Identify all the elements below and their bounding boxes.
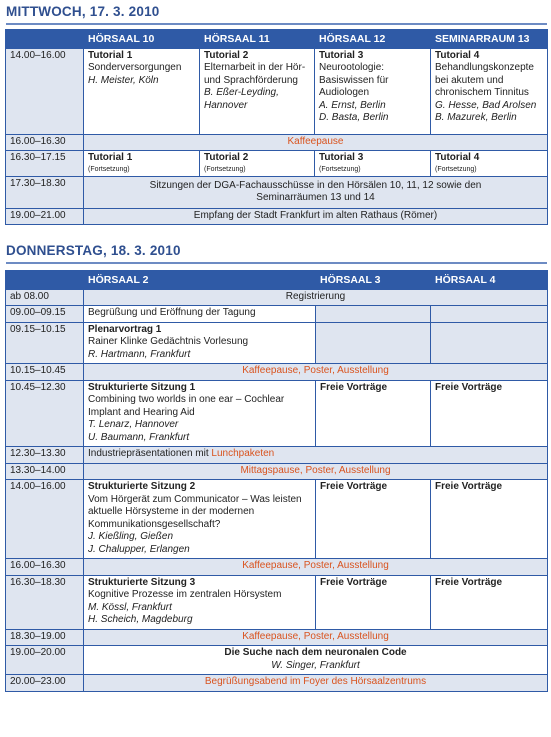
- header-room: HÖRSAAL 11: [200, 30, 315, 49]
- table-header-row: [6, 271, 548, 290]
- empty-cell: [316, 306, 431, 323]
- speaker: B. Mazurek, Berlin: [435, 112, 517, 123]
- table-row: [6, 447, 548, 464]
- break-cell: Kaffeepause, Poster, Ausstellung: [84, 629, 548, 646]
- session-text: Rainer Klinke Gedächtnis Vorlesung: [88, 336, 249, 347]
- session-text: Sonderversorgungen: [88, 62, 182, 73]
- session-cell: [84, 575, 316, 629]
- time-cell: 10.15–10.45: [6, 364, 84, 381]
- event-cell: Begrüßung und Eröffnung der Tagung: [84, 306, 316, 323]
- parallel-session-cell: Freie Vorträge: [431, 380, 548, 447]
- header-time: [6, 271, 84, 290]
- session-text: Vom Hörgerät zum Communicator – Was leisten aktuelle Hörsysteme in der modernen Kommunikationsgesellschaft?: [88, 493, 302, 530]
- time-cell: 18.30–19.00: [6, 629, 84, 646]
- table-row: [6, 48, 548, 134]
- session-text: Behandlungskonzepte bei akutem und chronischem Tinnitus: [435, 62, 534, 98]
- speaker: J. Kießling, Gießen: [88, 531, 174, 542]
- time-cell: 14.00–16.00: [6, 480, 84, 559]
- session-title: Tutorial 2: [204, 49, 249, 61]
- header-time: [6, 30, 84, 49]
- continuation-note: (Fortsetzung): [319, 165, 361, 173]
- parallel-session-cell: Freie Vorträge: [431, 575, 548, 629]
- table-row: [6, 380, 548, 447]
- time-cell: 19.00–21.00: [6, 208, 84, 225]
- table-row: [6, 364, 548, 381]
- header-room: HÖRSAAL 3: [316, 271, 431, 290]
- speaker: H. Meister, Köln: [88, 74, 159, 86]
- session-title: Tutorial 4: [435, 152, 480, 163]
- time-cell: 13.30–14.00: [6, 463, 84, 480]
- speaker: D. Basta, Berlin: [319, 112, 389, 123]
- time-cell: 16.30–18.30: [6, 575, 84, 629]
- header-room: HÖRSAAL 10: [84, 30, 200, 49]
- table-row: [6, 463, 548, 480]
- session-title: Strukturierte Sitzung 1: [88, 381, 196, 393]
- session-title: Tutorial 4: [435, 49, 480, 61]
- session-cell: [84, 646, 548, 675]
- session-text: Neurootologie: Basiswissen für Audiologen: [319, 62, 389, 98]
- session-title: Tutorial 3: [319, 152, 364, 163]
- event-text: Industriepräsentationen mit: [88, 448, 209, 459]
- table-row: [6, 289, 548, 306]
- header-room: HÖRSAAL 2: [84, 271, 316, 290]
- time-cell: ab 08.00: [6, 289, 84, 306]
- table-row: [6, 559, 548, 576]
- heading-rule: [6, 23, 547, 25]
- table-row: [6, 646, 548, 675]
- session-title: Plenarvortrag 1: [88, 323, 162, 335]
- break-cell: Kaffeepause, Poster, Ausstellung: [84, 364, 548, 381]
- speaker: M. Kössl, Frankfurt: [88, 601, 172, 613]
- break-cell: Kaffeepause, Poster, Ausstellung: [84, 559, 548, 576]
- event-accent: Lunchpaketen: [211, 448, 275, 459]
- session-cell: [84, 151, 200, 177]
- session-cell: [84, 48, 200, 134]
- speaker: A. Ernst, Berlin: [319, 99, 386, 111]
- speaker: G. Hesse, Bad Arolsen: [435, 99, 537, 111]
- heading-rule: [6, 262, 547, 264]
- time-cell: 20.00–23.00: [6, 675, 84, 692]
- table-row: [6, 151, 548, 177]
- speaker: U. Baumann, Frankfurt: [88, 431, 190, 443]
- time-cell: 16.30–17.15: [6, 151, 84, 177]
- session-cell: [84, 380, 316, 447]
- parallel-session-cell: Freie Vorträge: [316, 575, 431, 629]
- speaker: H. Scheich, Magdeburg: [88, 614, 193, 625]
- speaker: T. Lenarz, Hannover: [88, 419, 179, 430]
- session-text: Combining two worlds in one ear – Cochlear Implant and Hearing Aid: [88, 394, 285, 418]
- time-cell: 14.00–16.00: [6, 48, 84, 134]
- event-cell: Sitzungen der DGA-Fachausschüsse in den Hörsälen 10, 11, 12 sowie den Seminarräumen 13 und 14: [84, 176, 548, 208]
- session-cell: [431, 151, 548, 177]
- table-row: [6, 480, 548, 559]
- session-cell: [84, 322, 316, 364]
- time-cell: 16.00–16.30: [6, 134, 84, 151]
- speaker: W. Singer, Frankfurt: [271, 659, 360, 671]
- break-cell: Mittagspause, Poster, Ausstellung: [84, 463, 548, 480]
- empty-cell: [431, 322, 548, 364]
- parallel-session-cell: Freie Vorträge: [316, 480, 431, 559]
- speaker: R. Hartmann, Frankfurt: [88, 348, 191, 360]
- continuation-note: (Fortsetzung): [435, 165, 477, 173]
- session-title: Tutorial 3: [319, 49, 364, 61]
- table-row: [6, 306, 548, 323]
- empty-cell: [316, 322, 431, 364]
- header-room: SEMINARRAUM 13: [431, 30, 548, 49]
- parallel-session-cell: Freie Vorträge: [431, 480, 548, 559]
- parallel-session-cell: Freie Vorträge: [316, 380, 431, 447]
- empty-cell: [431, 306, 548, 323]
- header-room: HÖRSAAL 4: [431, 271, 548, 290]
- speaker: B. Eßer-Leyding, Hannover: [204, 87, 279, 111]
- time-cell: 19.00–20.00: [6, 646, 84, 675]
- table-header-row: [6, 30, 548, 49]
- session-cell: [84, 480, 316, 559]
- session-title: Tutorial 1: [88, 49, 133, 61]
- table-row: [6, 176, 548, 208]
- session-title: Tutorial 1: [88, 152, 133, 163]
- table-row: [6, 675, 548, 692]
- session-cell: [315, 151, 431, 177]
- speaker: J. Chalupper, Erlangen: [88, 543, 190, 555]
- continuation-note: (Fortsetzung): [204, 165, 246, 173]
- time-cell: 17.30–18.30: [6, 176, 84, 208]
- session-text: Kognitive Prozesse im zentralen Hörsystem: [88, 589, 282, 600]
- session-cell: [200, 151, 315, 177]
- time-cell: 16.00–16.30: [6, 559, 84, 576]
- event-cell: [84, 447, 548, 464]
- event-cell: Registrierung: [84, 289, 548, 306]
- schedule-table-thursday: [5, 270, 548, 692]
- session-title: Tutorial 2: [204, 152, 249, 163]
- schedule-table-wednesday: [5, 29, 548, 225]
- continuation-note: (Fortsetzung): [88, 165, 130, 173]
- time-cell: 12.30–13.30: [6, 447, 84, 464]
- table-row: [6, 208, 548, 225]
- header-room: HÖRSAAL 12: [315, 30, 431, 49]
- event-cell: Begrüßungsabend im Foyer des Hörsaalzentrums: [84, 675, 548, 692]
- session-cell: [315, 48, 431, 134]
- session-title: Strukturierte Sitzung 3: [88, 576, 196, 588]
- day-heading-wednesday: MITTWOCH, 17. 3. 2010: [6, 4, 160, 19]
- session-cell: [431, 48, 548, 134]
- table-row: [6, 322, 548, 364]
- time-cell: 10.45–12.30: [6, 380, 84, 447]
- table-row: [6, 134, 548, 151]
- session-cell: [200, 48, 315, 134]
- time-cell: 09.00–09.15: [6, 306, 84, 323]
- table-row: [6, 575, 548, 629]
- session-text: Elternarbeit in der Hör- und Sprachförderung: [204, 62, 306, 86]
- table-row: [6, 629, 548, 646]
- event-cell: Empfang der Stadt Frankfurt im alten Rathaus (Römer): [84, 208, 548, 225]
- session-title: Die Suche nach dem neuronalen Code: [224, 647, 407, 658]
- session-title: Strukturierte Sitzung 2: [88, 481, 196, 492]
- break-cell: Kaffeepause: [84, 134, 548, 151]
- day-heading-thursday: DONNERSTAG, 18. 3. 2010: [6, 243, 181, 258]
- time-cell: 09.15–10.15: [6, 322, 84, 364]
